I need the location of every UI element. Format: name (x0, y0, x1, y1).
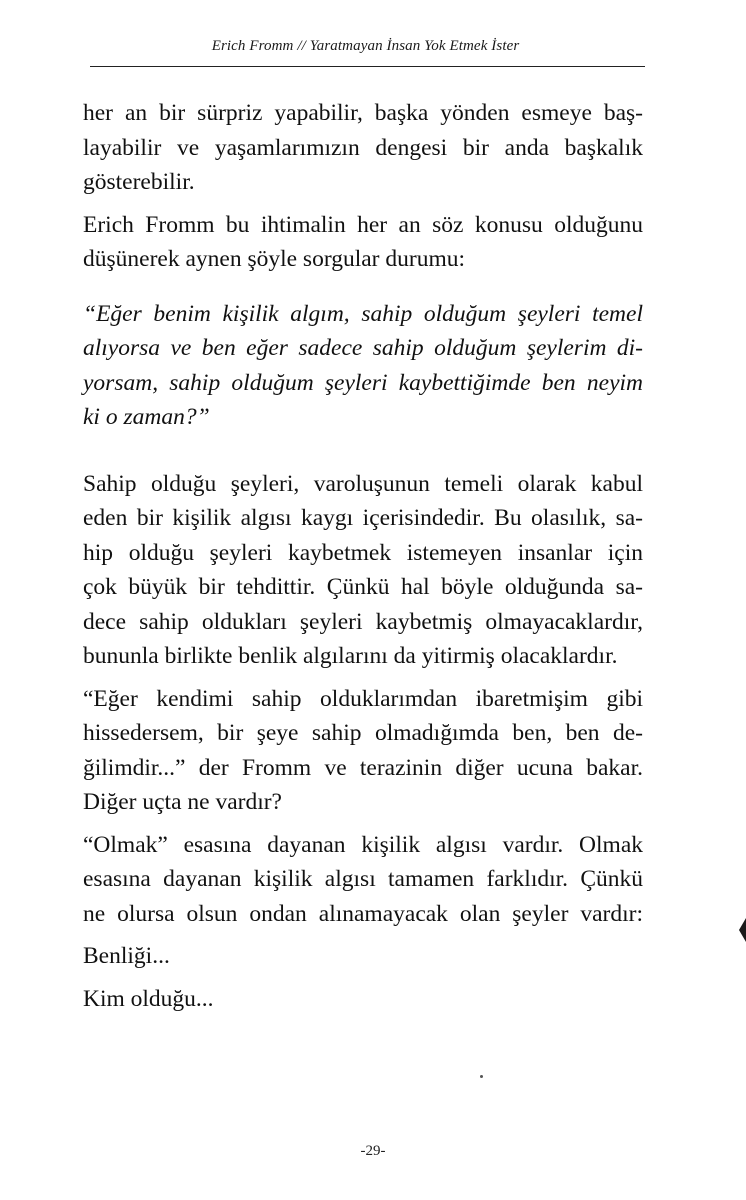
text-line: çok büyük bir tehdittir. Çünkü hal böyle olduğunda sa- (83, 574, 643, 600)
text-line: her an bir sürpriz yapabilir, başka yönden esmeye baş- (83, 100, 643, 126)
text-line: hissedersem, bir şeye sahip olmadığımda ben, ben de- (83, 720, 643, 746)
text-line: esasına dayanan kişilik algısı tamamen farklıdır. Çünkü (83, 866, 643, 892)
text-line: Sahip olduğu şeyleri, varoluşunun temeli olarak kabul (83, 470, 643, 497)
quote-line: “Eğer benim kişilik algım, sahip olduğum şeyleri temel (83, 300, 643, 327)
paragraph (83, 96, 643, 200)
paragraph (83, 939, 643, 974)
paragraph (83, 467, 643, 674)
text-line: ne olursa olsun ondan alınamayacak olan şeyler vardır: (83, 900, 643, 927)
text-line: dece sahip oldukları şeyleri kaybetmiş olmayacaklardır, (83, 608, 643, 635)
quote-paragraph (83, 297, 643, 435)
text-line: Benliği... (83, 943, 170, 969)
text-line: layabilir ve yaşamlarımızın dengesi bir anda başkalık (83, 134, 643, 161)
text-line: “Olmak” esasına dayanan kişilik algısı vardır. Olmak (83, 831, 643, 858)
text-line: Kim olduğu... (83, 985, 214, 1012)
text-line: eden bir kişilik algısı kaygı içerisindedir. Bu olasılık, sa- (83, 505, 643, 531)
paragraph (83, 828, 643, 932)
paragraph (83, 682, 643, 820)
body-text (83, 96, 643, 1024)
page-edge-mark (739, 918, 746, 942)
text-line: gösterebilir. (83, 169, 195, 195)
text-line: hip olduğu şeyleri kaybetmek istemeyen insanlar için (83, 539, 643, 566)
quote-line: ki o zaman?” (83, 404, 210, 430)
text-line: ğilimdir...” der Fromm ve terazinin diğer ucuna bakar. (83, 754, 643, 781)
text-line: bununla birlikte benlik algılarını da yitirmiş olacaklardır. (83, 643, 618, 669)
quote-line: yorsam, sahip olduğum şeyleri kaybettiğimde ben neyim (83, 369, 643, 396)
running-header: Erich Fromm // Yaratmayan İnsan Yok Etmek İster (211, 38, 520, 54)
paragraph (83, 982, 643, 1017)
page-number: -29- (360, 1143, 386, 1159)
text-line: “Eğer kendimi sahip olduklarımdan ibaretmişim gibi (83, 685, 643, 712)
header-rule (90, 66, 645, 67)
text-line: düşünerek aynen şöyle sorgular durumu: (83, 246, 466, 272)
quote-line: alıyorsa ve ben eğer sadece sahip olduğum şeylerim di- (83, 335, 643, 361)
text-line: Diğer uçta ne vardır? (83, 789, 282, 815)
paragraph (83, 208, 643, 277)
text-line: Erich Fromm bu ihtimalin her an söz konusu olduğunu (83, 211, 643, 238)
scan-speck (480, 1075, 483, 1078)
